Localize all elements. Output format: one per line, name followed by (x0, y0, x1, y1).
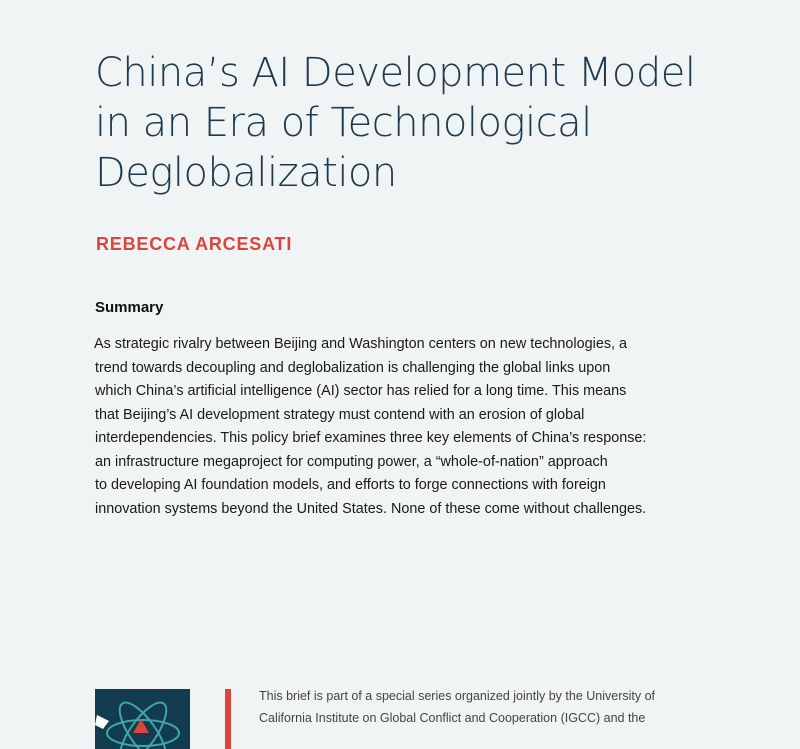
title-line: China’s AI Development Model (95, 50, 696, 96)
summary-line: an infrastructure megaproject for computing power, a “whole-of-nation” approach (95, 453, 608, 470)
series-note (259, 685, 699, 729)
series-note-line: California Institute on Global Conflict and Cooperation (IGCC) and the (259, 711, 646, 725)
atom-orbit-logo-icon (95, 689, 190, 749)
summary-line: innovation systems beyond the United States. None of these come without challenges. (95, 500, 647, 517)
author-name: REBECCA ARCESATI (96, 234, 293, 254)
summary-line: that Beijing’s AI development strategy must contend with an erosion of global (95, 406, 585, 423)
summary-line: which China’s artificial intelligence (AI) sector has relied for a long time. This means (95, 383, 627, 399)
title-line: Deglobalization (95, 150, 397, 196)
document-title (95, 48, 715, 198)
summary-paragraph (95, 333, 695, 521)
summary-line: to developing AI foundation models, and efforts to forge connections with foreign (95, 477, 606, 493)
summary-heading: Summary (95, 299, 164, 316)
title-line: in an Era of Technological (95, 100, 592, 146)
summary-line: As strategic rivalry between Beijing and Washington centers on new technologies, a (94, 336, 628, 352)
series-note-line: This brief is part of a special series organized jointly by the University of (259, 689, 656, 703)
summary-line: interdependencies. This policy brief examines three key elements of China’s response: (95, 430, 647, 446)
summary-line: trend towards decoupling and deglobalization is challenging the global links upon (95, 359, 611, 376)
footer-divider (225, 689, 231, 749)
